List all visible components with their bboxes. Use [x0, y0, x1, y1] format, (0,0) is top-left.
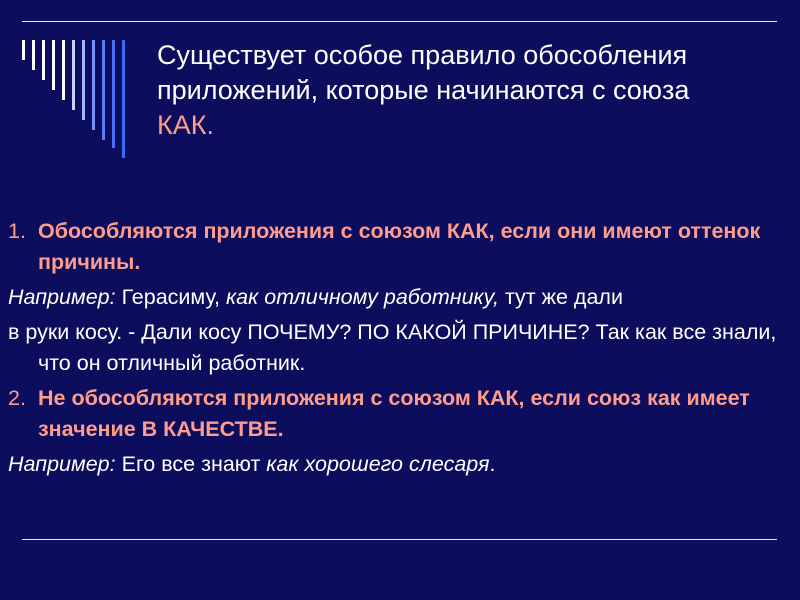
stripe	[92, 40, 95, 130]
example-2-part2: .	[489, 452, 496, 476]
slide-body	[8, 216, 793, 484]
example-1-continuation: в руки косу. - Дали косу ПОЧЕМУ? ПО КАКОЙ ПРИЧИНЕ? Так как все знали, что он отличный работник.	[8, 320, 777, 375]
top-divider	[22, 21, 777, 22]
stripe	[22, 40, 25, 60]
example-1	[8, 282, 793, 313]
stripe	[102, 40, 105, 140]
slide-title	[157, 38, 777, 143]
example-1-italic: как отличному работнику,	[226, 285, 499, 309]
rule-2	[8, 383, 793, 445]
bottom-divider	[22, 539, 777, 540]
rule-1-number: 1.	[8, 219, 26, 243]
rule-2-number: 2.	[8, 386, 26, 410]
example-2-lead: Например:	[8, 452, 116, 476]
stripe	[122, 40, 125, 158]
stripe	[52, 40, 55, 90]
title-accent: КАК.	[157, 110, 214, 140]
rule-1-text: Обособляются приложения с союзом КАК, если они имеют оттенок причины.	[38, 219, 761, 274]
example-1-part2: тут же дали	[498, 285, 623, 309]
example-1-lead: Например:	[8, 285, 116, 309]
stripe	[72, 40, 75, 110]
stripe	[42, 40, 45, 80]
rule-1	[8, 216, 793, 278]
rule-2-text: Не обособляются приложения с союзом КАК, если союз как имеет значение В КАЧЕСТВЕ.	[38, 386, 750, 441]
example-2	[8, 449, 793, 480]
example-2-italic: как хорошего слесаря	[266, 452, 490, 476]
title-line-2: приложений, которые начинаются с союза	[157, 75, 690, 105]
title-line-1: Существует особое правило обособления	[157, 40, 688, 70]
stripe	[112, 40, 115, 148]
decorative-stripes	[22, 40, 132, 160]
example-2-part1: Его все знают	[115, 452, 267, 476]
stripe	[82, 40, 85, 120]
stripe	[32, 40, 35, 70]
stripe	[62, 40, 65, 100]
example-1-part1: Герасиму,	[115, 285, 227, 309]
